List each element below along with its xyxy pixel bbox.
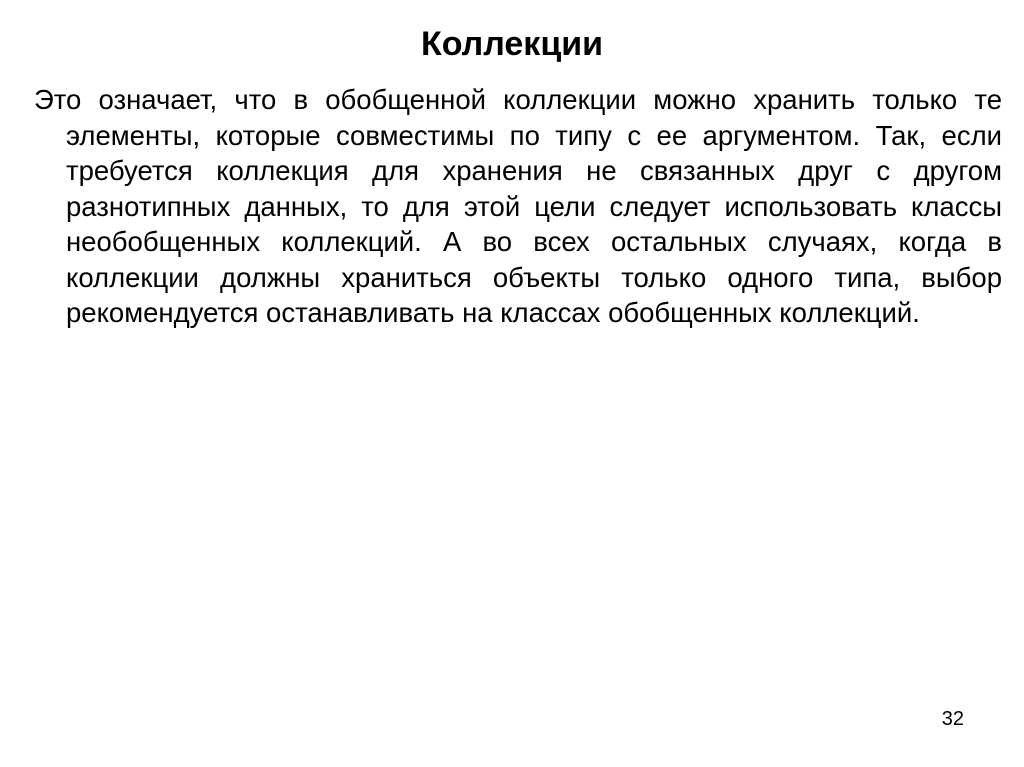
- page-number: 32: [941, 708, 964, 730]
- slide-title: Коллекции: [420, 25, 604, 63]
- slide-body-paragraph: Это означает, что в обобщенной коллекции можно хранить только те элементы, которые совместимы по типу с ее аргументом. Так, если требуется коллекция для хранения не связанных друг с другом разнотипных данных, то для этой цели следует использовать классы необобщенных коллекций. А во всех остальных случаях, когда в коллекции должны храниться объекты только одного типа, выбор рекомендуется останавливать на классах обобщенных коллекций.: [34, 84, 1002, 328]
